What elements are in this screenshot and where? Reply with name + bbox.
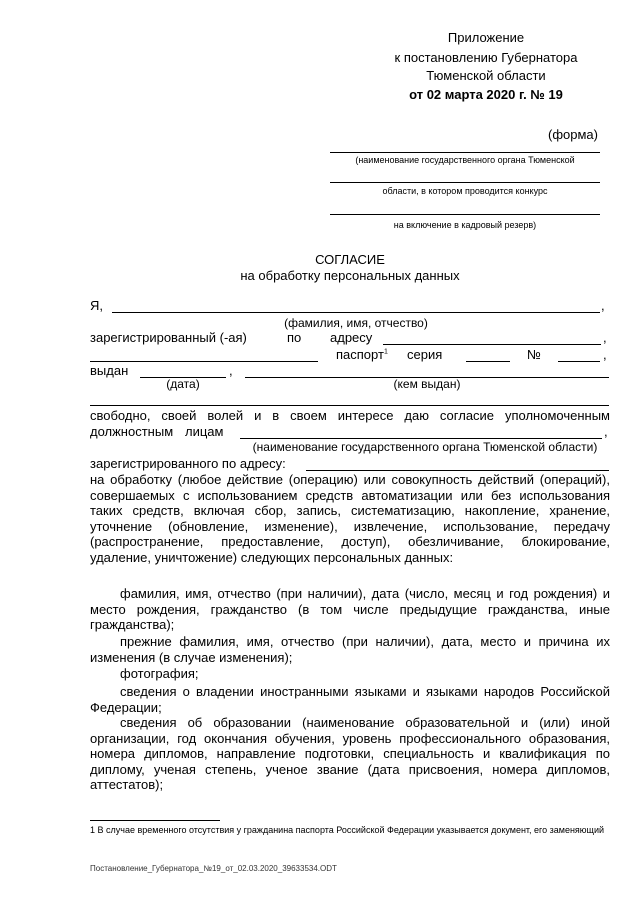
org-caption: (наименование государственного органа Тюменской области) — [252, 440, 598, 454]
registered-by-word: по — [287, 330, 302, 345]
addressee-line-1 — [330, 152, 600, 153]
address-field-1[interactable] — [383, 344, 601, 345]
addressee-line-2 — [330, 182, 600, 183]
issuer-field-2[interactable] — [90, 405, 609, 406]
addressee-caption-2: области, в котором проводится конкурс — [382, 186, 548, 196]
footnote-text: 1 В случае временного отсутствия у гражданина паспорта Российской Федерации указывается документ, его заменяющий — [90, 825, 605, 835]
resolution-date: от 02 марта 2020 г. № 19 — [409, 87, 563, 102]
number-comma: , — [603, 347, 607, 362]
list-item: фотография; — [120, 666, 199, 681]
fio-comma: , — [601, 298, 605, 313]
fio-caption: (фамилия, имя, отчество) — [284, 316, 428, 330]
address-comma: , — [603, 330, 607, 345]
appendix-label: Приложение — [447, 30, 525, 45]
series-label: серия — [407, 347, 443, 362]
document-title: СОГЛАСИЕ — [315, 252, 385, 267]
list-item: фамилия, имя, отчество (при наличии), дата (число, месяц и год рождения) и место рождения, гражданство (в том числе предыдущие гражданства, иные гражданства); — [90, 586, 610, 633]
list-item: сведения об образовании (наименование образовательной и (или) иной организации, год окончания обучения, уровень профессионального образования, номера дипломов, направление подготовки, специальность и квалификация по диплому, ученая степень, ученое звание (дата присвоения, номера дипломов, аттестатов); — [90, 715, 610, 793]
issued-comma: , — [229, 363, 233, 378]
org-address-field[interactable] — [306, 470, 609, 471]
region-name: Тюменской области — [426, 68, 546, 83]
number-label: № — [527, 347, 541, 362]
processing-paragraph: на обработку (любое действие (операцию) или совокупность действий (операций), совершаемых с использованием средств автоматизации или без использования таких средств, включая сбор, запись, систематизацию, накопление, хранение, уточнение (обновление, изменение), извлечение, использование, передачу (распространение, предоставление, доступ), обезличивание, блокирование, удаление, уничтожение) следующих персональных данных: — [90, 472, 610, 565]
form-label: (форма) — [548, 127, 598, 142]
issued-label: выдан — [90, 363, 129, 378]
passport-label: паспорт$^1$ — [336, 347, 388, 362]
addressee-caption-3: на включение в кадровый резерв) — [393, 220, 537, 230]
registered-at-label: зарегистрированного по адресу: — [90, 456, 286, 471]
document-subtitle: на обработку персональных данных — [240, 268, 460, 283]
series-field[interactable] — [466, 361, 510, 362]
list-item: сведения о владении иностранными языками и языками народов Российской Федерации; — [90, 684, 610, 715]
org-comma: , — [604, 424, 608, 439]
addressee-line-3 — [330, 214, 600, 215]
number-field[interactable] — [558, 361, 600, 362]
footer-filename: Постановление_Губернатора_№19_от_02.03.2020_39633534.ODT — [90, 864, 337, 873]
registered-word: зарегистрированный (-ая) — [90, 330, 247, 345]
issuer-caption: (кем выдан) — [393, 377, 461, 391]
footnote-separator — [90, 820, 220, 821]
fio-field[interactable] — [112, 312, 600, 313]
officials-word-1: должностным — [90, 424, 174, 439]
resolution-ref: к постановлению Губернатора — [394, 50, 578, 65]
org-field[interactable] — [240, 438, 602, 439]
registered-address-word: адресу — [330, 330, 373, 345]
date-caption: (дата) — [166, 377, 200, 391]
officials-word-2: лицам — [185, 424, 224, 439]
list-item: прежние фамилия, имя, отчество (при наличии), дата, место и причина их изменения (в случае изменения); — [90, 634, 610, 665]
i-label: Я, — [90, 298, 103, 313]
consent-line: свободно, своей волей и в своем интересе даю согласие уполномоченным — [90, 408, 610, 423]
address-field-2[interactable] — [90, 361, 318, 362]
addressee-caption-1: (наименование государственного органа Тюменской — [355, 155, 575, 165]
footnote-marker: 1 — [383, 348, 388, 356]
